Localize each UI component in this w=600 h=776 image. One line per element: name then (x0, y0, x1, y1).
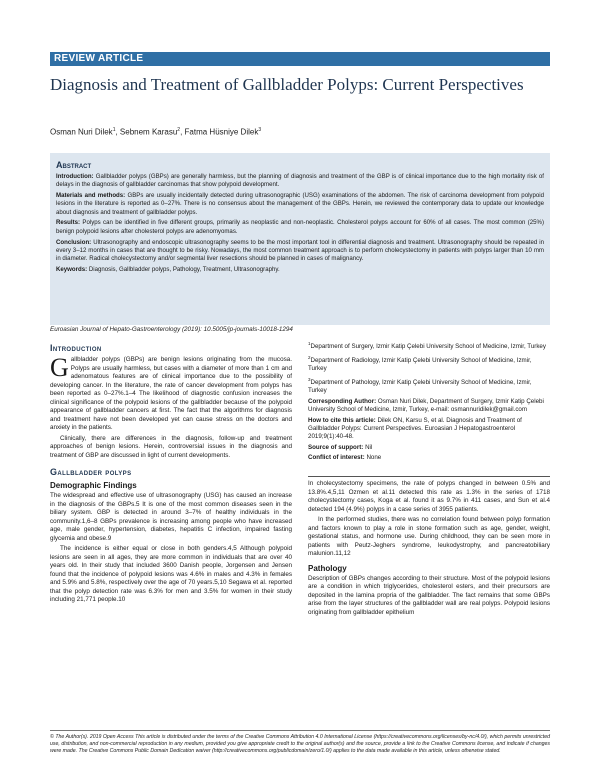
abstract-text: Polyps can be identified in five different groups, primarily as neoplastic and non-neoplastic. Cholesterol polyps account for 60% of all cases. The most common (25%) benign polypoid lesions after cholesterol polyps are adenomyomas. (56, 219, 544, 235)
footer-rule (50, 730, 550, 731)
demographic-findings-heading: Demographic Findings (50, 481, 137, 490)
author-affiliation-marker: 3 (258, 127, 262, 133)
author-name: Fatma Hüsniye Dilek (184, 127, 259, 137)
paragraph-text: allbladder polyps (GBPs) are benign lesions originating from the mucosa. Polyps are usually harmless, but cases with a diameter of more than 1 cm and adenomatous features are of clinical importance due to the possibility of developing cancer. In the literature, the rate of cancer development from polyps has been reported as 0–27%.1–4 The likelihood of diagnostic confusion increases the clinical significance of the polypoid lesions of the gallbladder because of the polypoid appearance of gallbladder cancers at first. The fact that the algorithms for diagnosis and treatment have not been developed yet can cause stress on the doctors and anxiety in the patients. (50, 356, 292, 431)
abstract-label: Conclusion: (56, 238, 92, 246)
affiliation-text: Department of Radiology, Izmir Katip Çelebi University School of Medicine, Izmir, Turkey (308, 356, 532, 373)
abstract-text: Ultrasonography and endoscopic ultrasonography seems to be the most important tool in differential diagnosis and treatment. Ultrasonography should be repeated in every 3–12 months in cases that are thought to be risky. Nowadays, the most common treatment approach is to perform cholecystectomy in patients with polyps larger than 10 mm in diameter. Radical cholecystectomy and/or segmental liver resections should be planned in cases of malignancy. (56, 238, 544, 263)
corresponding-author (308, 398, 550, 415)
meta-label: Source of support: (308, 443, 364, 451)
abstract-label: Materials and methods: (56, 192, 126, 200)
author-list: Osman Nuri Dilek$^1$, Sebnem Karasu$^2$, Fatma Hüsniye Dilek$^3$ (50, 127, 262, 137)
body-paragraph: In the performed studies, there was no correlation found between polyp formation and factors known to play a role in stone formation such as age, gender, weight, gestational status, and hormone use. During childhood, they can be seen more in patients with Peutz-Jeghers syndrome, leukodystrophy, and pancreatobiliary malunion.11,12 (308, 516, 550, 557)
meta-text: None (364, 453, 382, 461)
article-type-banner: REVIEW ARTICLE (50, 52, 550, 66)
author-affiliation-marker: 2 (177, 127, 181, 133)
abstract-heading: Abstract (56, 160, 92, 170)
meta-text: Osman Nuri Dilek, Department of Surgery, Izmir Katip Çelebi University School of Medicine, Izmir, Turkey, e-mail: osmannuridilek@gmail.com (308, 398, 544, 414)
abstract-label: Introduction: (56, 173, 94, 180)
abstract-text: Gallbladder polyps (GBPs) are generally harmless, but the planning of diagnosis and treatment of the GBP is of clinical importance due to the high mortality risk of delays in the diagnosis of gallbladder carcinomas that show polypoid development. (56, 173, 544, 189)
meta-text: Nil (363, 443, 373, 451)
abstract-box (50, 153, 550, 325)
abstract-label: Keywords: (56, 265, 88, 273)
demographic-paragraph: The incidence is either equal or close in both genders.4,5 Although polypoid lesions are seen in all ages, they are more common in individuals that are over 40 years old. In their study that included 3600 Danish people, Jorgensen and Jensen found that the incidence of polypoid lesions was 4.6% in males and 4.3% in females and 5.9% and 5.8%, respectively over the age of 70 years.5,10 Segawa et al. reported that the polyp detection rate was 6.3% for men and 3.5% for women in their study including 21,771 people.10 (50, 545, 292, 603)
gallbladder-polyps-heading: Gallbladder polyps (50, 467, 132, 477)
author-affiliation-marker: 1 (112, 127, 116, 133)
abstract-text: Diagnosis, Gallbladder polyps, Pathology, Treatment, Ultrasonography. (87, 265, 280, 273)
affiliation-marker: 2 (308, 354, 311, 360)
demographic-paragraph: The widespread and effective use of ultrasonography (USG) has caused an increase in the diagnosis of the GBPs.5 It is one of the most common diseases seen in the biliary system. GBP is detected in around 3–7% of healthy individuals in the community.1,6–8 GBPs prevalence is increasing among people who have increased age, male gender, hypertension, diabetes, hepatitis C infection, impaired fasting glycemia and obese.9 (50, 492, 292, 542)
abstract-introduction (56, 173, 544, 190)
introduction-heading: Introduction (50, 343, 102, 353)
pathology-heading: Pathology (308, 563, 347, 573)
affiliation-marker: 3 (308, 377, 311, 383)
left-column (50, 340, 292, 607)
abstract-text: GBPs are usually incidentally detected during ultrasonographic (USG) examinations of the abdomen. The risk of carcinoma development from polypoid lesions in the literature is reported as 0–27%. There is no consensus about the management of the GBPs. Herein, we reviewed the contemporary data to update our knowledge about diagnosis and treatment of gallbladder polyps. (56, 192, 545, 216)
right-column-affiliations (308, 340, 550, 464)
body-paragraph: In cholecystectomy specimens, the rate of polyps changed in between 0.5% and 13.8%.4,5,11 Ozmen et al.11 detected this rate as 1.3% in the series of 1718 cholecystectomy cases, Koga et al. found it as 9.7% in 411 cases, and Sun et al.4 detected 194 (4.9%) polyps in a case series of 3955 patients. (308, 480, 550, 513)
author-name: Osman Nuri Dilek (50, 127, 113, 137)
introduction-paragraph (50, 353, 292, 433)
affiliation-text: Department of Pathology, Izmir Katip Çelebi University School of Medicine, Izmir, Turkey (308, 379, 532, 395)
meta-label: Corresponding Author: (308, 398, 377, 406)
author-name: Sebnem Karasu (119, 127, 178, 137)
abstract-methods (56, 192, 544, 217)
article-title: Diagnosis and Treatment of Gallbladder Polyps: Current Perspectives (50, 75, 524, 94)
affiliation (308, 354, 550, 374)
affiliation (308, 376, 550, 396)
affiliation-text: Department of Surgery, Izmir Katip Çelebi University School of Medicine, Izmir, Turkey (310, 343, 546, 351)
meta-text: Dilek ON, Karsu S, et al. Diagnosis and Treatment of Gallbladder Polyps: Current Perspectives. Euroasian J Hepatogastroenterol 2019;9(1):40-48. (308, 416, 522, 441)
abstract-keywords (56, 266, 544, 274)
conflict-of-interest (308, 454, 550, 462)
pathology-paragraph: Description of GBPs changes according to their structure. Most of the polypoid lesions are a condition in which triglycerides, cholesterol esters, and their precursors are deposited in the lamina propria of the gallbladder. The fact remains that some GBPs arise from the layer structures of the gallbladder wall are real polyps. Polypoid lesions originating from gallbladder epithelium (308, 574, 550, 616)
abstract-results (56, 219, 544, 236)
introduction-paragraph: Clinically, there are differences in the diagnosis, follow-up and treatment approaches of benign lesions. Herein, controversial issues in the diagnosis and treatment of GBP are discussed in light of current developments. (50, 434, 292, 459)
abstract-conclusion (56, 239, 544, 264)
right-column-body (308, 480, 550, 619)
meta-label: How to cite this article: (308, 416, 376, 424)
journal-citation-line: Euroasian Journal of Hepato-Gastroenterology (2019): 10.5005/jp-journals-10018-1294 (50, 326, 293, 333)
how-to-cite (308, 417, 550, 442)
license-footer: © The Author(s). 2019 Open Access This article is distributed under the terms of the Creative Commons Attribution 4.0 International License (https://creativecommons.org/licenses/by-nc/4.0/), which permits unrestricted use, distribution, and non-commercial reproduction in any medium, provided you give appropriate credit to the original author(s) and the source, provide a link to the Creative Commons license, and indicate if changes were made. The Creative Commons Public Domain Dedication waiver (http://creativecommons.org/publicdomain/zero/1.0/) applies to the data made available in this article, unless otherwise stated. (50, 734, 550, 754)
source-of-support (308, 444, 550, 452)
abstract-label: Results: (56, 219, 81, 227)
meta-label: Conflict of interest: (308, 453, 365, 461)
column-divider (308, 476, 550, 477)
drop-cap: G (50, 353, 69, 382)
affiliation (308, 340, 550, 351)
affiliation-marker: 1 (308, 341, 311, 346)
